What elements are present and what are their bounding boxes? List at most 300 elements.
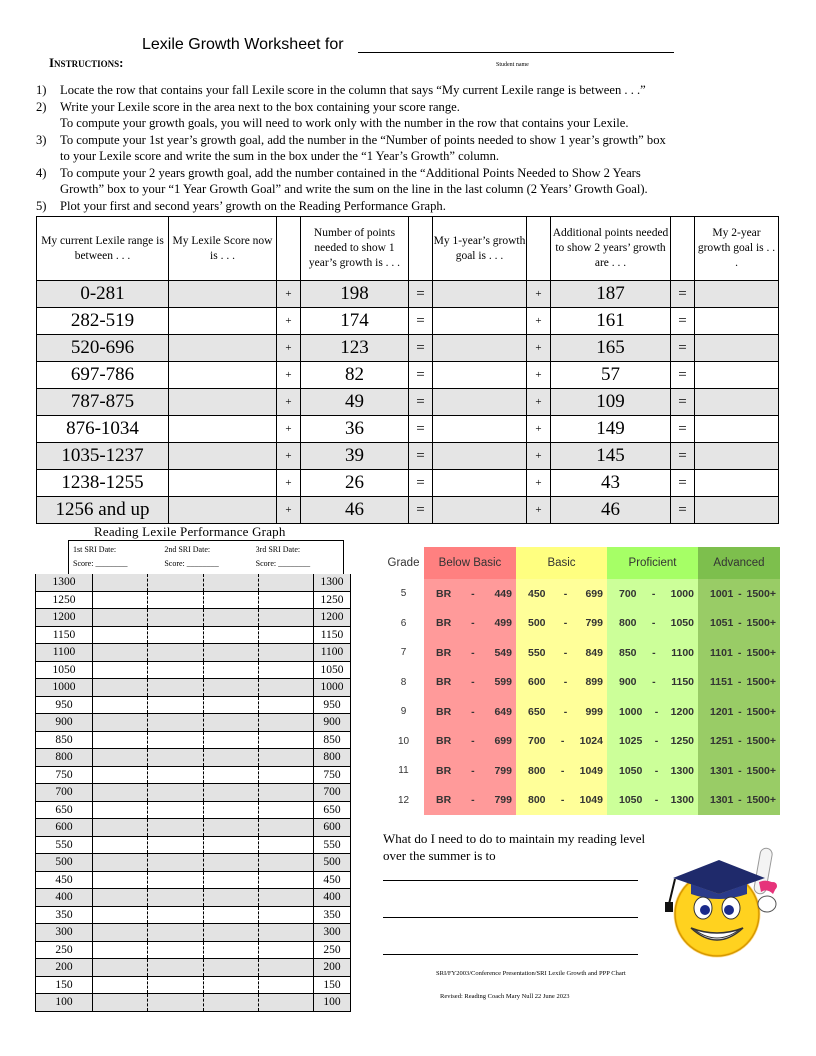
score-input-cell[interactable]: [169, 362, 277, 389]
graph-plot-cell[interactable]: [148, 994, 203, 1012]
grade-cell: 8: [383, 668, 424, 698]
graph-plot-cell[interactable]: [258, 574, 313, 591]
step-number: 2): [36, 99, 47, 114]
range-part: 1500+: [746, 705, 776, 718]
plus-sign: +: [527, 470, 551, 497]
graph-plot-cell[interactable]: [148, 714, 203, 732]
range-ad-cell: [698, 579, 780, 609]
range-part: 1500+: [746, 617, 776, 630]
graph-plot-cell[interactable]: [148, 976, 203, 994]
graph-row: [36, 679, 351, 697]
graph-level-label: 1150: [36, 626, 93, 644]
range-part: BR: [436, 617, 452, 630]
graph-level-label: 350: [314, 906, 351, 924]
graph-plot-cell[interactable]: [203, 766, 258, 784]
footer-source: SRI/FY2003/Conference Presentation/SRI Lexile Growth and PPP Chart: [436, 970, 626, 977]
range-part: -: [471, 735, 475, 748]
plus-sign: +: [277, 416, 301, 443]
graph-level-label: 150: [314, 976, 351, 994]
plus-sign: +: [277, 470, 301, 497]
graph-level-label: 550: [36, 836, 93, 854]
equals-sign: =: [409, 281, 433, 308]
sri-entry[interactable]: [69, 541, 160, 575]
graph-plot-cell[interactable]: [258, 766, 313, 784]
range-part: 1500+: [746, 646, 776, 659]
graph-level-label: 700: [314, 784, 351, 802]
score-input-cell[interactable]: [169, 416, 277, 443]
graph-plot-cell[interactable]: [148, 784, 203, 802]
graph-row: [36, 644, 351, 662]
graph-plot-cell[interactable]: [258, 609, 313, 627]
range-part: -: [471, 794, 475, 807]
range-part: -: [654, 705, 659, 718]
score-input-cell[interactable]: [169, 470, 277, 497]
graph-plot-cell[interactable]: [258, 906, 313, 924]
graph-plot-cell[interactable]: [203, 696, 258, 714]
graph-plot-cell[interactable]: [148, 819, 203, 837]
proficiency-header: Advanced: [698, 547, 780, 579]
graph-row: [36, 661, 351, 679]
range-part: 450: [528, 587, 546, 600]
range-part: 799: [494, 794, 512, 807]
range-part: 1001: [710, 587, 734, 600]
graph-level-label: 800: [36, 749, 93, 767]
range-part: 800: [619, 617, 637, 630]
graph-level-label: 100: [314, 994, 351, 1012]
equals-sign: =: [409, 308, 433, 335]
graph-plot-cell[interactable]: [148, 644, 203, 662]
range-part: -: [563, 587, 568, 600]
proficiency-header: Proficient: [607, 547, 698, 579]
step-text: Growth” box to your “1 Year Growth Goal” and write the sum on the line in the last column (2 Years’ Growth Goal).: [60, 182, 648, 196]
range-cell: 1256 and up: [37, 497, 169, 524]
graph-plot-cell[interactable]: [258, 644, 313, 662]
goal1-input-cell[interactable]: [433, 281, 527, 308]
graph-plot-cell[interactable]: [258, 626, 313, 644]
range-bb-cell: [424, 609, 516, 639]
range-cell: 520-696: [37, 335, 169, 362]
graph-plot-cell[interactable]: [148, 854, 203, 872]
plus-sign: +: [527, 308, 551, 335]
score-input-cell[interactable]: [169, 497, 277, 524]
step-text: to your Lexile score and write the sum in the box under the “1 Year’s Growth” column.: [60, 149, 500, 163]
graph-plot-cell[interactable]: [203, 854, 258, 872]
graph-plot-cell[interactable]: [93, 574, 148, 591]
range-part: 1201: [710, 705, 734, 718]
graph-plot-cell[interactable]: [93, 626, 148, 644]
additional-cell: 165: [551, 335, 671, 362]
sri-entry[interactable]: [160, 541, 251, 575]
range-part: 549: [494, 646, 512, 659]
equals-sign: =: [671, 443, 695, 470]
score-input-cell[interactable]: [169, 443, 277, 470]
graph-plot-cell[interactable]: [258, 854, 313, 872]
graph-plot-cell[interactable]: [148, 591, 203, 609]
instruction-step: [36, 132, 796, 149]
equals-sign: =: [671, 497, 695, 524]
graph-level-label: 900: [314, 714, 351, 732]
proficiency-row: [383, 609, 780, 639]
range-cell: 282-519: [37, 308, 169, 335]
graph-plot-cell[interactable]: [258, 976, 313, 994]
range-part: 1100: [671, 646, 694, 659]
graph-plot-cell[interactable]: [148, 836, 203, 854]
goal1-input-cell[interactable]: [433, 389, 527, 416]
graph-level-label: 400: [36, 889, 93, 907]
equals-sign: =: [671, 308, 695, 335]
range-part: 899: [585, 676, 603, 689]
graph-plot-cell[interactable]: [93, 871, 148, 889]
graph-plot-cell[interactable]: [258, 696, 313, 714]
instruction-step: [36, 181, 796, 198]
range-cell: 1035-1237: [37, 443, 169, 470]
proficiency-row: [383, 727, 780, 757]
instruction-step: [36, 148, 796, 165]
additional-cell: 43: [551, 470, 671, 497]
goal2-input-cell[interactable]: [695, 470, 779, 497]
range-part: 799: [494, 764, 512, 777]
graph-plot-cell[interactable]: [203, 644, 258, 662]
graph-plot-cell[interactable]: [93, 959, 148, 977]
range-part: -: [738, 764, 742, 777]
graph-plot-cell[interactable]: [93, 609, 148, 627]
graph-plot-cell[interactable]: [203, 976, 258, 994]
graph-level-label: 550: [314, 836, 351, 854]
growth-row: [37, 443, 779, 470]
plus-sign: +: [277, 335, 301, 362]
range-part: 850: [619, 646, 637, 659]
graph-plot-cell[interactable]: [203, 714, 258, 732]
graph-plot-cell[interactable]: [148, 924, 203, 942]
additional-cell: 145: [551, 443, 671, 470]
goal1-input-cell[interactable]: [433, 497, 527, 524]
graph-plot-cell[interactable]: [93, 906, 148, 924]
goal1-input-cell[interactable]: [433, 362, 527, 389]
graph-level-label: 1050: [314, 661, 351, 679]
answer-line-3[interactable]: [383, 954, 638, 955]
graph-plot-cell[interactable]: [203, 784, 258, 802]
equals-sign: =: [409, 443, 433, 470]
range-cell: 697-786: [37, 362, 169, 389]
plus-sign: +: [527, 497, 551, 524]
score-input-cell[interactable]: [169, 335, 277, 362]
graph-plot-cell[interactable]: [258, 749, 313, 767]
student-name-caption: Student name: [496, 62, 529, 68]
range-bs-cell: [516, 756, 607, 786]
graph-plot-cell[interactable]: [258, 714, 313, 732]
graph-plot-cell[interactable]: [258, 924, 313, 942]
goal2-input-cell[interactable]: [695, 416, 779, 443]
graph-level-label: 1100: [36, 644, 93, 662]
graph-level-label: 1000: [314, 679, 351, 697]
range-part: 1049: [579, 764, 603, 777]
graph-level-label: 450: [314, 871, 351, 889]
range-ad-cell: [698, 668, 780, 698]
graph-plot-cell[interactable]: [93, 714, 148, 732]
proficiency-row: [383, 668, 780, 698]
graph-plot-cell[interactable]: [148, 679, 203, 697]
range-pf-cell: [607, 697, 698, 727]
range-part: -: [471, 587, 475, 600]
goal2-input-cell[interactable]: [695, 362, 779, 389]
graph-plot-cell[interactable]: [93, 731, 148, 749]
graph-level-label: 1100: [314, 644, 351, 662]
graph-row: [36, 749, 351, 767]
graph-plot-cell[interactable]: [148, 889, 203, 907]
graph-plot-cell[interactable]: [148, 906, 203, 924]
graph-plot-cell[interactable]: [203, 924, 258, 942]
points-cell: 26: [301, 470, 409, 497]
range-part: 1500+: [746, 676, 776, 689]
graph-plot-cell[interactable]: [203, 574, 258, 591]
range-cell: 876-1034: [37, 416, 169, 443]
answer-line-2[interactable]: [383, 917, 638, 918]
points-cell: 49: [301, 389, 409, 416]
graph-level-label: 1200: [314, 609, 351, 627]
performance-graph: [35, 574, 351, 1012]
graph-plot-cell[interactable]: [93, 976, 148, 994]
range-part: 599: [494, 676, 512, 689]
graph-plot-cell[interactable]: [203, 959, 258, 977]
plus-sign: +: [277, 389, 301, 416]
graph-plot-cell[interactable]: [258, 679, 313, 697]
graph-plot-cell[interactable]: [203, 836, 258, 854]
sri-entry[interactable]: [252, 541, 343, 575]
plus-sign: +: [527, 389, 551, 416]
range-part: 800: [528, 794, 546, 807]
instruction-step: [36, 82, 796, 99]
plus-sign: +: [277, 362, 301, 389]
graph-plot-cell[interactable]: [93, 766, 148, 784]
graph-plot-cell[interactable]: [258, 994, 313, 1012]
student-name-line[interactable]: [358, 52, 674, 53]
graph-plot-cell[interactable]: [258, 959, 313, 977]
range-part: BR: [436, 764, 452, 777]
header-additional: Additional points needed to show 2 years’ growth are . . .: [551, 217, 671, 281]
graph-plot-cell[interactable]: [93, 889, 148, 907]
step-number: 4): [36, 165, 47, 180]
goal2-input-cell[interactable]: [695, 335, 779, 362]
graph-plot-cell[interactable]: [258, 801, 313, 819]
graph-plot-cell[interactable]: [93, 994, 148, 1012]
graph-level-label: 850: [314, 731, 351, 749]
graph-level-label: 300: [36, 924, 93, 942]
range-ad-cell: [698, 727, 780, 757]
range-cell: 787-875: [37, 389, 169, 416]
instruction-step: [36, 198, 796, 215]
graph-plot-cell[interactable]: [203, 889, 258, 907]
graph-row: [36, 941, 351, 959]
points-cell: 174: [301, 308, 409, 335]
graph-level-label: 200: [314, 959, 351, 977]
header-range: My current Lexile range is between . . .: [37, 217, 169, 281]
graph-row: [36, 626, 351, 644]
graph-plot-cell[interactable]: [148, 574, 203, 591]
goal1-input-cell[interactable]: [433, 335, 527, 362]
graph-level-label: 750: [314, 766, 351, 784]
graph-plot-cell[interactable]: [258, 819, 313, 837]
graph-level-label: 250: [314, 941, 351, 959]
graph-row: [36, 609, 351, 627]
sri-score-label: Score: ________: [73, 559, 128, 568]
plus-sign: +: [527, 335, 551, 362]
graph-level-label: 500: [314, 854, 351, 872]
points-cell: 36: [301, 416, 409, 443]
instruction-steps: [36, 82, 796, 214]
goal2-input-cell[interactable]: [695, 308, 779, 335]
graph-plot-cell[interactable]: [203, 661, 258, 679]
range-part: -: [654, 735, 659, 748]
range-bs-cell: [516, 697, 607, 727]
range-bb-cell: [424, 579, 516, 609]
step-number: [36, 181, 60, 198]
graph-plot-cell[interactable]: [148, 871, 203, 889]
graph-plot-cell[interactable]: [148, 801, 203, 819]
graph-plot-cell[interactable]: [203, 731, 258, 749]
graph-plot-cell[interactable]: [258, 941, 313, 959]
graph-level-label: 900: [36, 714, 93, 732]
graph-plot-cell[interactable]: [93, 749, 148, 767]
range-part: 499: [494, 617, 512, 630]
score-input-cell[interactable]: [169, 308, 277, 335]
proficiency-row: [383, 638, 780, 668]
graph-plot-cell[interactable]: [203, 609, 258, 627]
graph-plot-cell[interactable]: [148, 696, 203, 714]
graph-level-label: 300: [314, 924, 351, 942]
graph-plot-cell[interactable]: [148, 609, 203, 627]
range-part: 1500+: [746, 794, 776, 807]
graph-level-label: 1300: [314, 574, 351, 591]
score-input-cell[interactable]: [169, 389, 277, 416]
graph-plot-cell[interactable]: [93, 819, 148, 837]
graph-plot-cell[interactable]: [203, 626, 258, 644]
range-part: 1101: [710, 646, 733, 659]
graph-plot-cell[interactable]: [148, 626, 203, 644]
graph-plot-cell[interactable]: [258, 871, 313, 889]
additional-cell: 161: [551, 308, 671, 335]
range-part: -: [738, 794, 742, 807]
graph-plot-cell[interactable]: [93, 644, 148, 662]
graph-plot-cell[interactable]: [93, 924, 148, 942]
graph-plot-cell[interactable]: [93, 941, 148, 959]
goal2-input-cell[interactable]: [695, 281, 779, 308]
range-part: 650: [528, 705, 546, 718]
graph-plot-cell[interactable]: [93, 696, 148, 714]
range-bs-cell: [516, 579, 607, 609]
graph-plot-cell[interactable]: [93, 836, 148, 854]
range-part: -: [471, 705, 475, 718]
graph-level-label: 500: [36, 854, 93, 872]
goal2-input-cell[interactable]: [695, 443, 779, 470]
graph-plot-cell[interactable]: [93, 591, 148, 609]
graph-plot-cell[interactable]: [258, 591, 313, 609]
graph-plot-cell[interactable]: [148, 749, 203, 767]
range-part: 999: [585, 705, 603, 718]
range-bs-cell: [516, 786, 607, 816]
additional-cell: 57: [551, 362, 671, 389]
graph-plot-cell[interactable]: [203, 994, 258, 1012]
graph-plot-cell[interactable]: [93, 784, 148, 802]
plus-sign: +: [527, 443, 551, 470]
goal1-input-cell[interactable]: [433, 470, 527, 497]
graph-plot-cell[interactable]: [93, 854, 148, 872]
graph-plot-cell[interactable]: [203, 591, 258, 609]
graph-plot-cell[interactable]: [148, 959, 203, 977]
answer-line-1[interactable]: [383, 880, 638, 881]
graph-plot-cell[interactable]: [258, 731, 313, 749]
equals-sign: =: [671, 470, 695, 497]
goal2-input-cell[interactable]: [695, 389, 779, 416]
plus-sign: +: [527, 362, 551, 389]
points-cell: 198: [301, 281, 409, 308]
graph-plot-cell[interactable]: [203, 679, 258, 697]
graph-plot-cell[interactable]: [203, 941, 258, 959]
goal1-input-cell[interactable]: [433, 308, 527, 335]
additional-cell: 187: [551, 281, 671, 308]
goal1-input-cell[interactable]: [433, 443, 527, 470]
graph-plot-cell[interactable]: [203, 871, 258, 889]
range-part: 1500+: [746, 735, 776, 748]
step-text: To compute your growth goals, you will need to work only with the number in the row that contains your Lexile.: [60, 116, 629, 130]
range-part: 700: [619, 587, 637, 600]
graph-level-label: 700: [36, 784, 93, 802]
graph-plot-cell[interactable]: [203, 801, 258, 819]
graph-level-label: 1250: [314, 591, 351, 609]
range-part: -: [560, 794, 565, 807]
graph-level-label: 950: [314, 696, 351, 714]
range-part: -: [738, 735, 742, 748]
graph-plot-cell[interactable]: [148, 731, 203, 749]
graph-level-label: 350: [36, 906, 93, 924]
graph-plot-cell[interactable]: [93, 661, 148, 679]
proficiency-row: [383, 756, 780, 786]
graph-plot-cell[interactable]: [258, 836, 313, 854]
equals-sign: =: [409, 389, 433, 416]
range-ad-cell: [698, 786, 780, 816]
graph-plot-cell[interactable]: [148, 941, 203, 959]
equals-sign: =: [409, 335, 433, 362]
step-number: [36, 148, 60, 165]
score-input-cell[interactable]: [169, 281, 277, 308]
graph-plot-cell[interactable]: [203, 749, 258, 767]
equals-sign: =: [671, 281, 695, 308]
graph-plot-cell[interactable]: [258, 889, 313, 907]
range-part: 1300: [670, 794, 694, 807]
graph-level-label: 600: [36, 819, 93, 837]
range-part: 700: [528, 735, 546, 748]
graph-plot-cell[interactable]: [93, 679, 148, 697]
goal1-input-cell[interactable]: [433, 416, 527, 443]
graph-plot-cell[interactable]: [203, 819, 258, 837]
header-goal1: My 1-year’s growth goal is . . .: [433, 217, 527, 281]
growth-row: [37, 362, 779, 389]
graph-plot-cell[interactable]: [148, 766, 203, 784]
graph-level-label: 800: [314, 749, 351, 767]
graph-level-label: 600: [314, 819, 351, 837]
graph-row: [36, 854, 351, 872]
graph-plot-cell[interactable]: [203, 906, 258, 924]
graph-level-label: 150: [36, 976, 93, 994]
points-cell: 39: [301, 443, 409, 470]
equals-sign: =: [671, 362, 695, 389]
graph-plot-cell[interactable]: [93, 801, 148, 819]
graph-row: [36, 906, 351, 924]
range-part: -: [651, 587, 656, 600]
graph-plot-cell[interactable]: [258, 784, 313, 802]
graph-plot-cell[interactable]: [148, 661, 203, 679]
goal2-input-cell[interactable]: [695, 497, 779, 524]
graph-plot-cell[interactable]: [258, 661, 313, 679]
